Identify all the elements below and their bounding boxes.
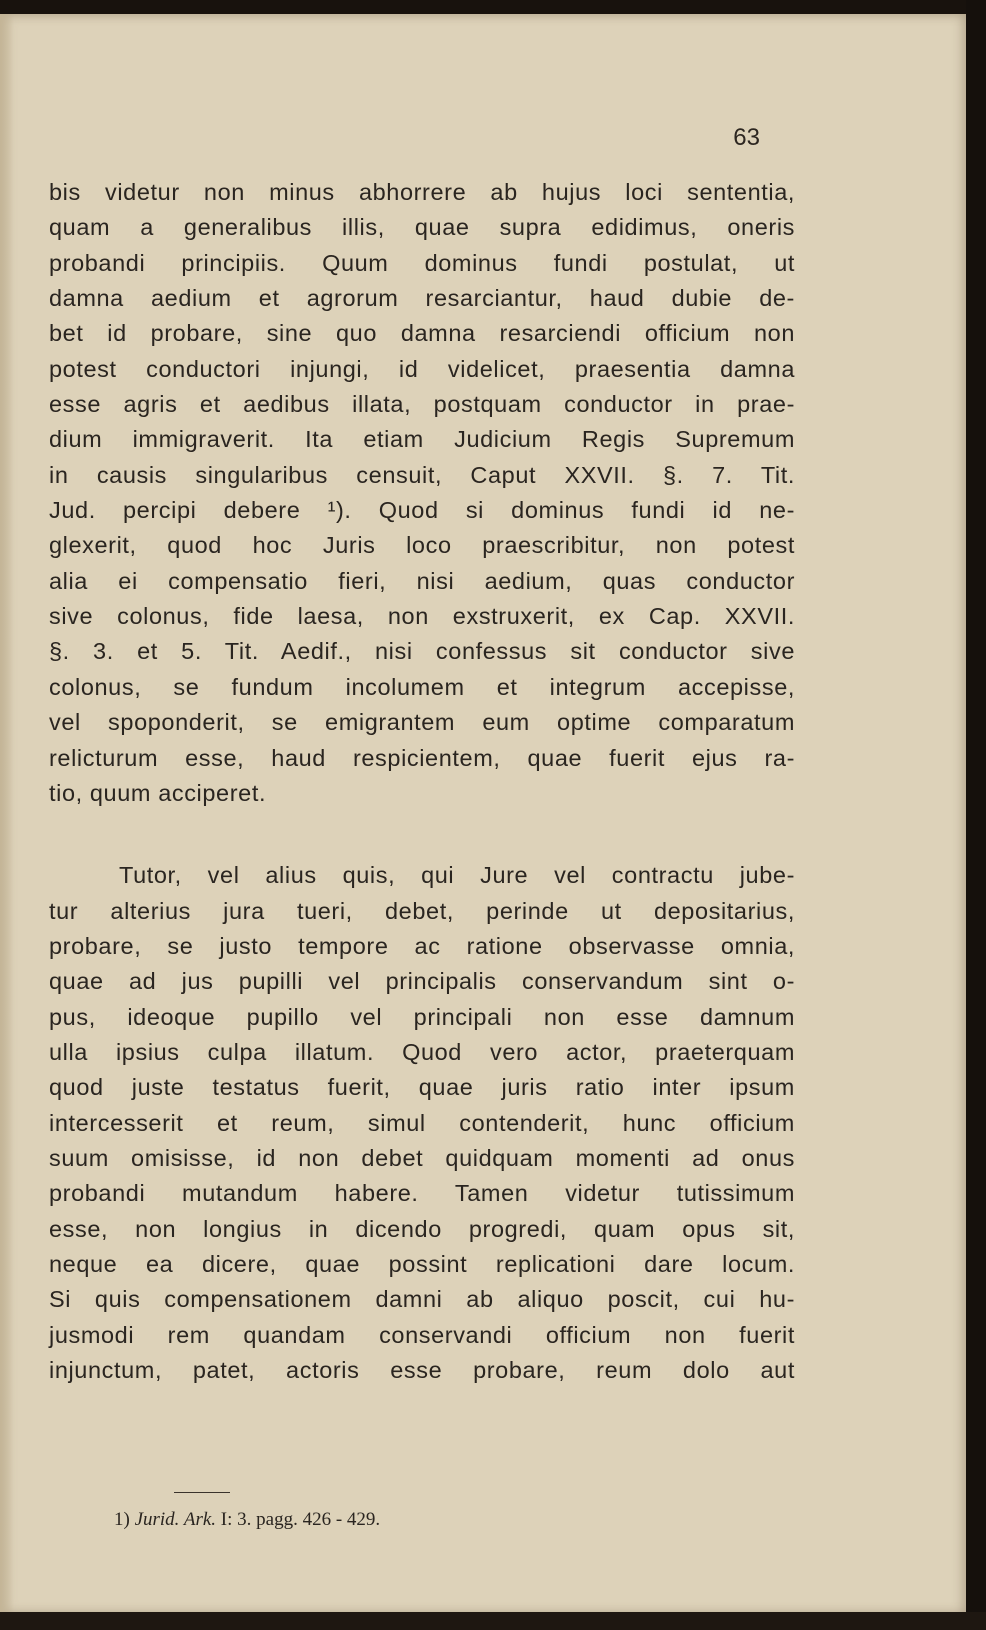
text-line: tio, quum acciperet. [49, 779, 267, 806]
text-line: §. 3. et 5. Tit. Aedif., nisi confessus sit conductor sive [49, 638, 795, 665]
text-line: dium immigraverit. Ita etiam Judicium Regis Supremum [49, 426, 795, 453]
footnote [114, 1509, 380, 1531]
text-line: Si quis compensationem damni ab aliquo poscit, cui hu- [49, 1286, 795, 1313]
text-line: in causis singularibus censuit, Caput XXVII. §. 7. Tit. [49, 461, 795, 488]
text-line: esse, non longius in dicendo progredi, quam opus sit, [49, 1215, 795, 1242]
text-line: pus, ideoque pupillo vel principali non esse damnum [49, 1003, 795, 1030]
paragraph-1 [49, 175, 795, 811]
text-line: vel spoponderit, se emigrantem eum optime comparatum [49, 709, 795, 736]
text-line: bet id probare, sine quo damna resarciendi officium non [49, 320, 795, 347]
text-line: esse agris et aedibus illata, postquam conductor in prae- [49, 391, 795, 418]
footnote-journal: Jurid. Ark. [134, 1509, 217, 1530]
paragraph-gap [49, 811, 795, 858]
text-line: quod juste testatus fuerit, quae juris ratio inter ipsum [49, 1074, 795, 1101]
text-line: damna aedium et agrorum resarciantur, haud dubie de- [49, 285, 795, 312]
text-line: quae ad jus pupilli vel principalis conservandum sint o- [49, 968, 795, 995]
text-line: glexerit, quod hoc Juris loco praescribitur, non potest [49, 532, 795, 559]
text-line: alia ei compensatio fieri, nisi aedium, quas conductor [49, 567, 795, 594]
text-line: quam a generalibus illis, quae supra edidimus, oneris [49, 214, 795, 241]
paragraph-2 [49, 858, 795, 1388]
text-line: bis videtur non minus abhorrere ab hujus loci sententia, [49, 179, 795, 205]
text-line: injunctum, patet, actoris esse probare, reum dolo aut [49, 1357, 795, 1383]
page-gutter-shadow [0, 14, 14, 1614]
body-text [49, 175, 795, 1388]
text-line: intercesserit et reum, simul contenderit, hunc officium [49, 1109, 795, 1136]
text-line: sive colonus, fide laesa, non exstruxerit, ex Cap. XXVII. [49, 603, 795, 630]
text-line: relicturum esse, haud respicientem, quae fuerit ejus ra- [49, 744, 795, 771]
text-line: probare, se justo tempore ac ratione observasse omnia, [49, 932, 795, 959]
scan-right-edge [966, 0, 986, 1630]
footnote-marker: 1) [114, 1509, 130, 1530]
text-line: Tutor, vel alius quis, qui Jure vel contractu jube- [119, 862, 795, 889]
text-line: neque ea dicere, quae possint replicationi dare locum. [49, 1250, 795, 1277]
footnote-reference: I: 3. pagg. 426 - 429. [220, 1509, 381, 1530]
text-line: ulla ipsius culpa illatum. Quod vero actor, praeterquam [49, 1038, 795, 1065]
text-line: probandi principiis. Quum dominus fundi postulat, ut [49, 249, 795, 276]
text-line: colonus, se fundum incolumem et integrum accepisse, [49, 673, 795, 700]
scan-bottom-edge [0, 1612, 986, 1630]
footnote-divider [174, 1492, 230, 1493]
text-line: potest conductori injungi, id videlicet, praesentia damna [49, 355, 795, 382]
page-number: 63 [733, 124, 760, 151]
text-line: tur alterius jura tueri, debet, perinde ut depositarius, [49, 897, 795, 924]
text-line: Jud. percipi debere ¹). Quod si dominus fundi id ne- [49, 497, 795, 524]
text-line: suum omisisse, id non debet quidquam momenti ad onus [49, 1144, 795, 1171]
text-line: probandi mutandum habere. Tamen videtur tutissimum [49, 1180, 795, 1207]
text-line: jusmodi rem quandam conservandi officium non fuerit [49, 1321, 795, 1348]
